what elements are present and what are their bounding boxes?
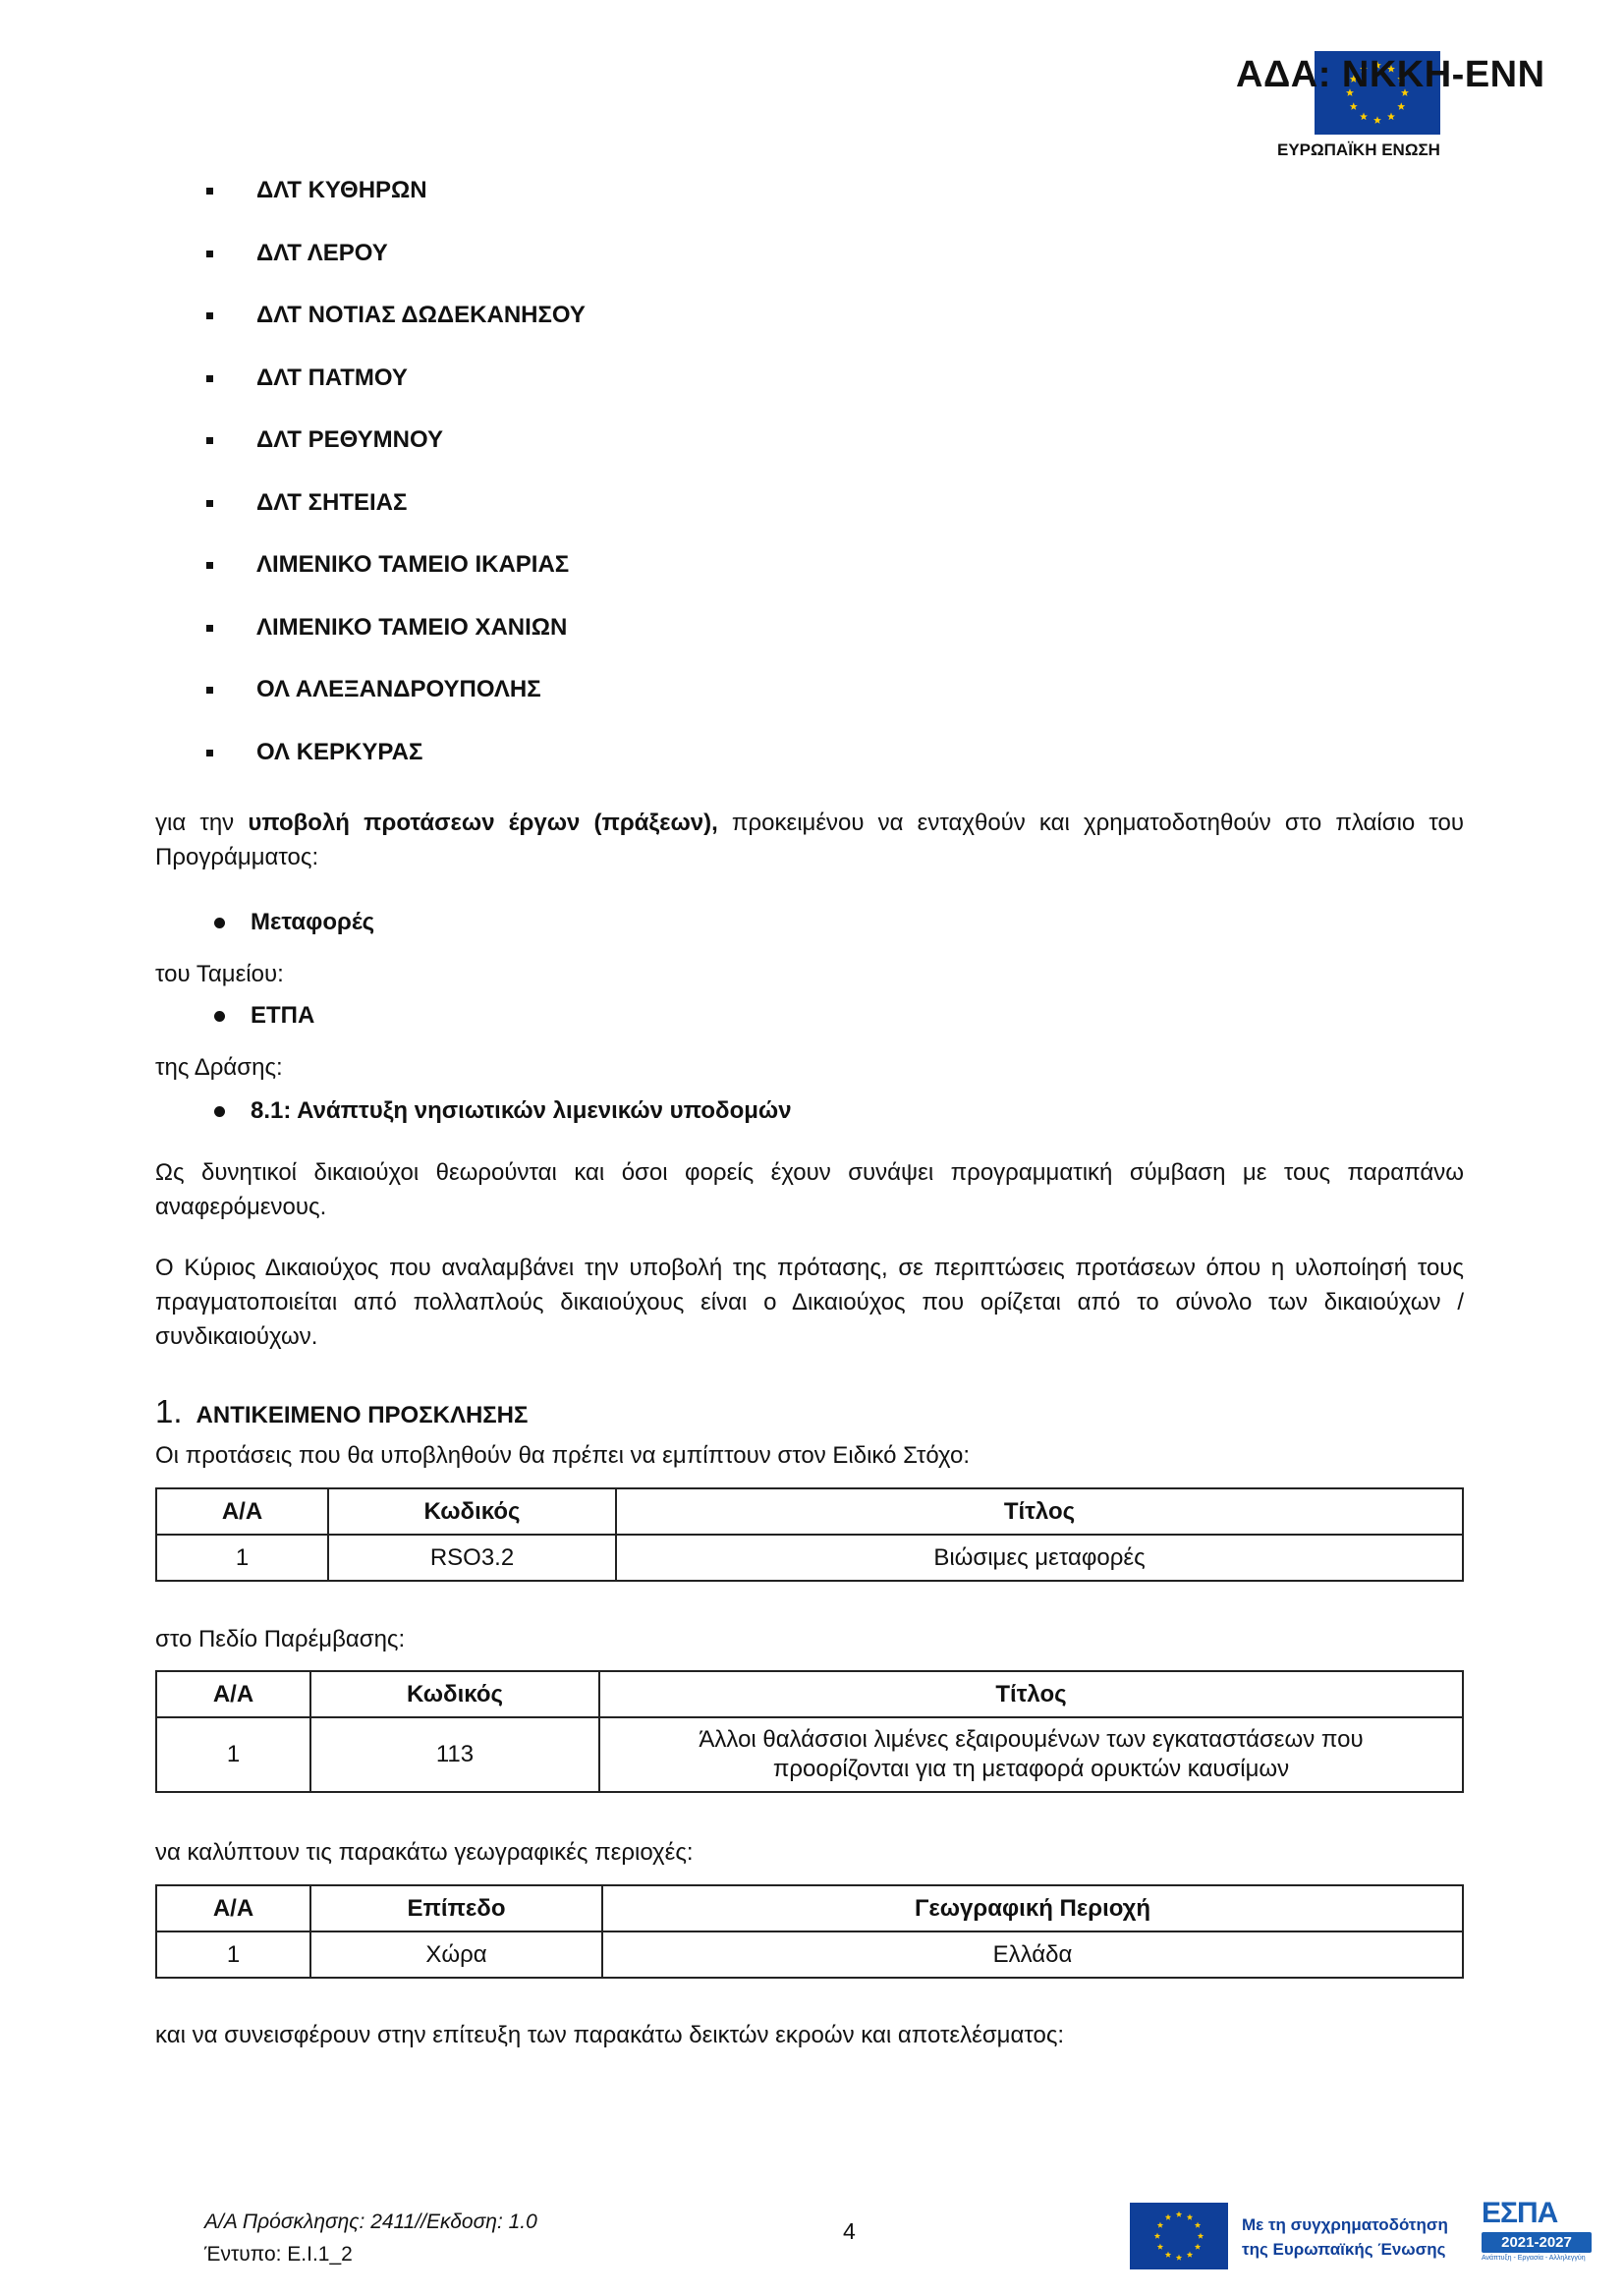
field-intro: στο Πεδίο Παρέμβασης: — [155, 1626, 406, 1652]
action-item: 8.1: Ανάπτυξη νησιωτικών λιμενικών υποδομών — [214, 1097, 792, 1125]
list-item: ΔΛΤ ΛΕΡΟΥ — [206, 240, 1091, 303]
table-header-row — [156, 1885, 1463, 1931]
beneficiary-list — [206, 177, 1091, 801]
program-item: Μεταφορές — [214, 909, 374, 936]
intervention-field-table — [155, 1670, 1464, 1793]
indicators-intro: και να συνεισφέρουν στην επίτευξη των παρακάτω δεικτών εκροών και αποτελέσματος: — [155, 2022, 1065, 2048]
star-icon — [1397, 102, 1405, 110]
cofunding-logo-text: Με τη συγχρηματοδότηση της Ευρωπαϊκής Ένωσης — [1242, 2215, 1448, 2259]
action-label: της Δράσης: — [155, 1054, 283, 1081]
round-bullet-icon — [214, 1106, 225, 1117]
main-beneficiary-paragraph: Ο Κύριος Δικαιούχος που αναλαμβάνει την υποβολή της πρότασης, σε περιπτώσεις προτάσεων όπου η υλοποίησή τους πραγματοποιείται από πολλαπλούς δικαιούχους είναι ο Δικαιούχος που ορίζεται από το σύνολο των δικαιούχων / συνδικαιούχων. — [155, 1255, 1464, 1350]
footer-call-info — [204, 2206, 537, 2270]
espa-name: ΕΣΠΑ — [1482, 2197, 1558, 2229]
list-item: ΔΛΤ ΣΗΤΕΙΑΣ — [206, 489, 1091, 552]
table-header-row — [156, 1488, 1463, 1535]
star-icon — [1187, 2252, 1193, 2258]
square-bullet-icon — [206, 437, 213, 444]
round-bullet-icon — [214, 1011, 225, 1022]
fund-item: ΕΤΠΑ — [214, 1002, 314, 1030]
star-icon — [1195, 2244, 1201, 2250]
espa-tagline: Ανάπτυξη - Εργασία - Αλληλεγγύη — [1482, 2255, 1586, 2262]
table-cell: 1 — [156, 1535, 328, 1581]
section-heading: 1. ΑΝΤΙΚΕΙΜΕΝΟ ΠΡΟΣΚΛΗΣΗΣ — [155, 1393, 529, 1429]
square-bullet-icon — [206, 251, 213, 257]
potential-beneficiaries-paragraph: Ως δυνητικοί δικαιούχοι θεωρούνται και όσοι φορείς έχουν συνάψει προγραμματική σύμβαση με τους παραπάνω αναφερόμενους. — [155, 1159, 1464, 1220]
list-item: ΔΛΤ ΠΑΤΜΟΥ — [206, 364, 1091, 427]
eu-flag-icon — [1130, 2203, 1228, 2269]
list-item: ΟΛ ΚΕΡΚΥΡΑΣ — [206, 739, 1091, 802]
header-cell: Α/Α — [156, 1671, 310, 1717]
eu-label: ΕΥΡΩΠΑΪΚΗ ΕΝΩΣΗ — [1277, 140, 1440, 159]
table-cell: 113 — [310, 1717, 599, 1792]
star-icon — [1165, 2214, 1171, 2220]
table-cell: 1 — [156, 1717, 310, 1792]
header-cell: Τίτλος — [616, 1488, 1463, 1535]
table-cell: 1 — [156, 1931, 310, 1978]
star-icon — [1154, 2233, 1160, 2239]
specific-objective-table — [155, 1487, 1464, 1582]
list-item: ΛΙΜΕΝΙΚΟ ΤΑΜΕΙΟ ΧΑΝΙΩΝ — [206, 614, 1091, 677]
list-item: ΟΛ ΑΛΕΞΑΝΔΡΟΥΠΟΛΗΣ — [206, 676, 1091, 739]
square-bullet-icon — [206, 625, 213, 632]
list-item: ΔΛΤ ΡΕΘΥΜΝΟΥ — [206, 426, 1091, 489]
square-bullet-icon — [206, 562, 213, 569]
header-cell: Τίτλος — [599, 1671, 1463, 1717]
header-cell: Α/Α — [156, 1488, 328, 1535]
star-icon — [1157, 2222, 1163, 2228]
star-icon — [1198, 2233, 1204, 2239]
list-item: ΔΛΤ ΚΥΘΗΡΩΝ — [206, 177, 1091, 240]
objective-intro: Οι προτάσεις που θα υποβληθούν θα πρέπει να εμπίπτουν στον Ειδικό Στόχο: — [155, 1442, 970, 1469]
table-row — [156, 1535, 1463, 1581]
star-icon — [1195, 2222, 1201, 2228]
intro-paragraph: για την υποβολή προτάσεων έργων (πράξεων), προκειμένου να ενταχθούν και χρηματοδοτηθούν στο πλαίσιο του Προγράμματος: — [155, 810, 1465, 870]
table-header-row — [156, 1671, 1463, 1717]
star-icon — [1157, 2244, 1163, 2250]
table-cell: Ελλάδα — [602, 1931, 1463, 1978]
geographic-area-table — [155, 1884, 1464, 1979]
ada-code: ΑΔΑ: ΝΚΚΗ-ΕΝΝ — [1236, 54, 1545, 95]
table-cell: Άλλοι θαλάσσιοι λιμένες εξαιρουμένων των εγκαταστάσεων που προορίζονται για τη μεταφορά ορυκτών καυσίμων — [599, 1717, 1463, 1792]
list-item: ΔΛΤ ΝΟΤΙΑΣ ΔΩΔΕΚΑΝΗΣΟΥ — [206, 302, 1091, 364]
header-cell: Γεωγραφική Περιοχή — [602, 1885, 1463, 1931]
square-bullet-icon — [206, 312, 213, 319]
table-cell: RSO3.2 — [328, 1535, 616, 1581]
header-cell: Α/Α — [156, 1885, 310, 1931]
table-cell: Βιώσιμες μεταφορές — [616, 1535, 1463, 1581]
square-bullet-icon — [206, 188, 213, 195]
form-code: Έντυπο: Ε.Ι.1_2 — [204, 2243, 353, 2266]
star-icon — [1187, 2214, 1193, 2220]
header-cell: Επίπεδο — [310, 1885, 602, 1931]
square-bullet-icon — [206, 750, 213, 756]
table-cell: Χώρα — [310, 1931, 602, 1978]
geo-intro: να καλύπτουν τις παρακάτω γεωγραφικές περιοχές: — [155, 1839, 694, 1866]
espa-years: 2021-2027 — [1482, 2232, 1592, 2253]
call-id: Α/Α Πρόσκλησης: 2411//Εκδοση: 1.0 — [204, 2211, 537, 2233]
list-item: ΛΙΜΕΝΙΚΟ ΤΑΜΕΙΟ ΙΚΑΡΙΑΣ — [206, 551, 1091, 614]
star-icon — [1350, 102, 1358, 110]
star-icon — [1176, 2255, 1182, 2261]
star-icon — [1360, 113, 1368, 121]
round-bullet-icon — [214, 918, 225, 928]
fund-label: του Ταμείου: — [155, 961, 284, 987]
square-bullet-icon — [206, 687, 213, 694]
star-icon — [1165, 2252, 1171, 2258]
header-cell: Κωδικός — [310, 1671, 599, 1717]
header-cell: Κωδικός — [328, 1488, 616, 1535]
star-icon — [1387, 113, 1395, 121]
table-row — [156, 1717, 1463, 1792]
star-icon — [1373, 116, 1381, 124]
espa-logo — [1482, 2197, 1592, 2275]
table-row — [156, 1931, 1463, 1978]
square-bullet-icon — [206, 500, 213, 507]
square-bullet-icon — [206, 375, 213, 382]
page-number: 4 — [843, 2218, 856, 2244]
star-icon — [1176, 2211, 1182, 2217]
